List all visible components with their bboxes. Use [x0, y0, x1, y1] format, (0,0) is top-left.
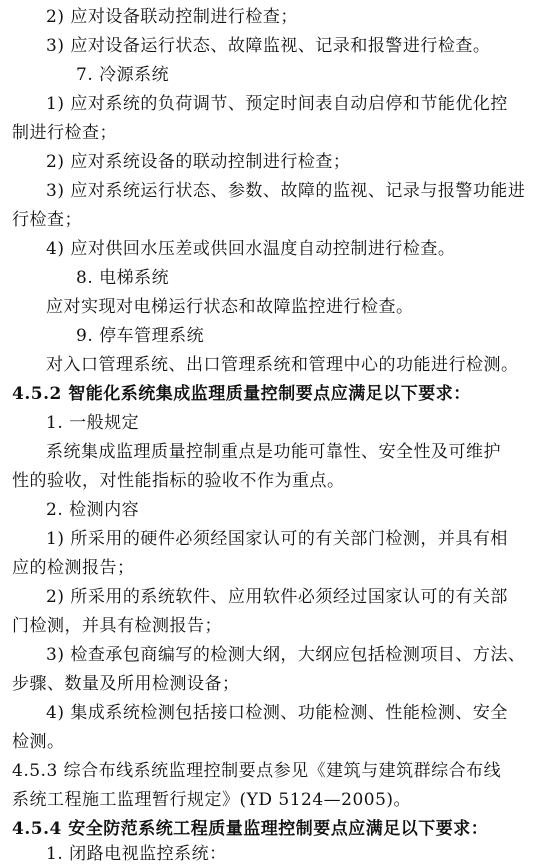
clause-heading: 4.5.4 安全防范系统工程质量监理控制要点应满足以下要求： — [12, 819, 489, 839]
section-heading: 1. 一般规定 — [46, 413, 140, 433]
text-line: 系统工程施工监理暂行规定》(YD 5124—2005)。 — [12, 790, 412, 810]
section-heading: 7. 冷源系统 — [76, 65, 170, 85]
text-line: 2) 应对设备联动控制进行检查； — [46, 7, 298, 27]
text-line: 4) 集成系统检测包括接口检测、功能检测、性能检测、安全 — [46, 703, 508, 723]
text-line: 3) 应对设备运行状态、故障监视、记录和报警进行检查。 — [46, 36, 491, 56]
section-heading: 9. 停车管理系统 — [76, 326, 205, 346]
text-line: 应对实现对电梯运行状态和故障监控进行检查。 — [46, 297, 414, 317]
clause-heading: 4.5.2 智能化系统集成监理质量控制要点应满足以下要求： — [12, 384, 471, 404]
text-line: 对入口管理系统、出口管理系统和管理中心的功能进行检测。 — [46, 355, 519, 375]
text-line: 门检测，并具有检测报告； — [12, 616, 222, 636]
text-line: 行检查； — [12, 210, 82, 230]
text-line: 2) 所采用的系统软件、应用软件必须经过国家认可的有关部 — [46, 587, 508, 607]
text-line: 1) 应对系统的负荷调节、预定时间表自动启停和节能优化控 — [46, 94, 508, 114]
section-heading: 1. 闭路电视监控系统： — [46, 844, 227, 864]
text-line: 2) 应对系统设备的联动控制进行检查； — [46, 152, 351, 172]
text-line: 制进行检查； — [12, 123, 117, 143]
section-heading: 2. 检测内容 — [46, 500, 140, 520]
text-line: 应的检测报告； — [12, 558, 135, 578]
text-line: 3) 检查承包商编写的检测大纲，大纲应包括检测项目、方法、 — [46, 645, 526, 665]
text-line: 1) 所采用的硬件必须经国家认可的有关部门检测，并具有相 — [46, 529, 508, 549]
text-line: 步骤、数量及所用检测设备； — [12, 674, 240, 694]
text-line: 性的验收，对性能指标的验收不作为重点。 — [12, 471, 345, 491]
text-line: 检测。 — [12, 732, 65, 752]
clause-heading: 4.5.3 综合布线系统监理控制要点参见《建筑与建筑群综合布线 — [12, 761, 502, 781]
text-line: 3) 应对系统运行状态、参数、故障的监视、记录与报警功能进 — [46, 181, 526, 201]
text-line: 系统集成监理质量控制重点是功能可靠性、安全性及可维护 — [46, 442, 501, 462]
text-line: 4) 应对供回水压差或供回水温度自动控制进行检查。 — [46, 239, 456, 259]
section-heading: 8. 电梯系统 — [76, 268, 170, 288]
